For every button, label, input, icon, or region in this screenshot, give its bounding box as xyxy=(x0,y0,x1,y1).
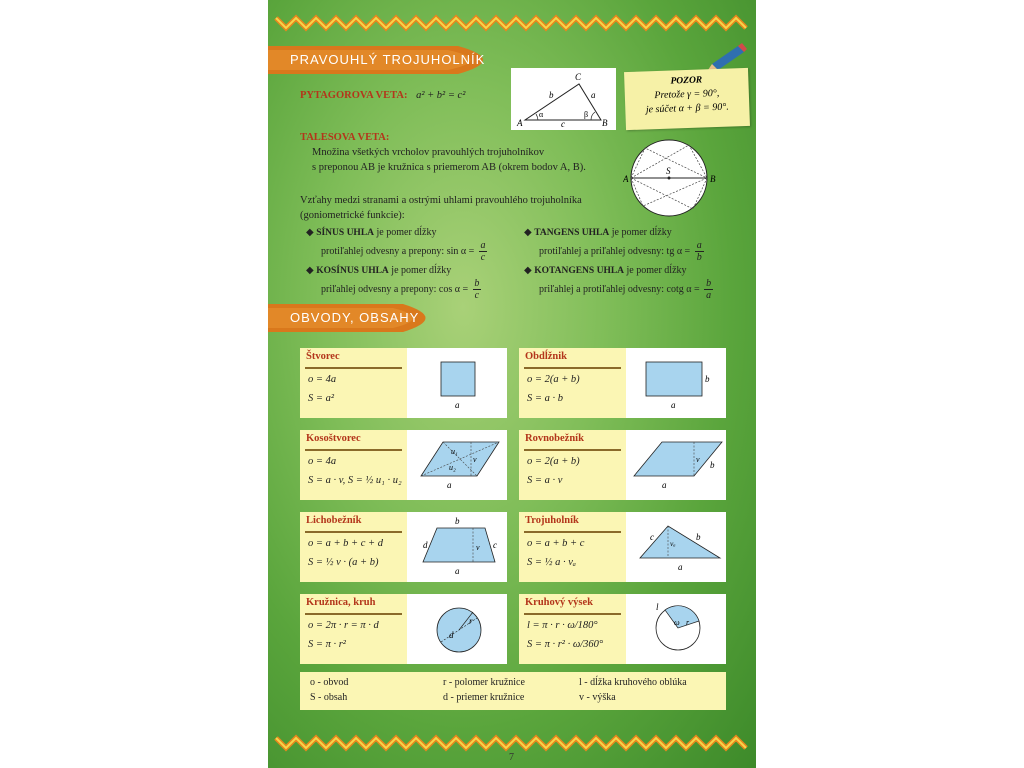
note-line-2: je súčet α + β = 90°. xyxy=(645,101,729,116)
thales-line-1: Množina všetkých vrcholov pravouhlých trojuholníkov xyxy=(312,147,545,158)
legend-item: S - obsah xyxy=(310,692,348,703)
height-v-label: v xyxy=(696,455,700,464)
legend-item: v - výška xyxy=(579,692,616,703)
thales-S-label: S xyxy=(666,166,671,176)
thales-B-label: B xyxy=(710,174,716,184)
side-a-label: a xyxy=(591,90,596,100)
cosine-name: KOSÍNUS UHLA xyxy=(316,266,389,276)
perimeter-formula: o = 2(a + b) xyxy=(527,374,580,385)
legend-item: o - obvod xyxy=(310,677,349,688)
pythagoras-label: PYTAGOROVA VETA: xyxy=(300,90,408,101)
sine-name: SÍNUS UHLA xyxy=(316,228,375,238)
sine-line-2: protiľahlej odvesny a prepony: sin α = xyxy=(321,245,475,257)
side-a-label: a xyxy=(662,480,667,490)
card-title: Lichobežník xyxy=(306,515,362,526)
section-banner-perimeters-areas xyxy=(268,302,448,334)
diagonal-u2-label: u₂ xyxy=(449,463,456,472)
pythagoras-formula: a² + b² = c² xyxy=(416,90,466,101)
pythagoras-row xyxy=(300,88,465,103)
angle-beta-label: β xyxy=(584,110,589,119)
thales-A-label: A xyxy=(623,174,629,184)
card-title: Rovnobežník xyxy=(525,433,584,444)
area-formula: S = ½ v · (a + b) xyxy=(308,557,379,568)
side-b-label: b xyxy=(705,374,710,384)
diagonal-u1-label: u₁ xyxy=(451,447,458,456)
trapezoid-figure xyxy=(407,512,507,582)
side-a-label: a xyxy=(447,480,452,490)
sector-figure xyxy=(626,594,726,664)
area-formula: S = a · v xyxy=(527,475,563,486)
area-formula: S = π · r² xyxy=(308,639,346,650)
cosine-line-2: priľahlej odvesny a prepony: cos α = xyxy=(321,283,469,295)
legend-item: l - dĺžka kruhového oblúka xyxy=(579,677,687,688)
angle-alpha-label: α xyxy=(539,110,544,119)
thales-section xyxy=(300,130,586,175)
perimeter-formula: o = 4a xyxy=(308,374,337,385)
sine-definition: ◆ SÍNUS UHLA je pomer dĺžky protiľahlej odvesny a prepony: $\sin \alpha = \frac{a}{c}$ xyxy=(306,227,486,263)
side-a-label: a xyxy=(455,566,460,576)
cosine-fraction xyxy=(473,278,481,301)
cotangent-denominator: a xyxy=(706,290,712,301)
card-title: Kružnica, kruh xyxy=(306,597,376,608)
side-b-label: b xyxy=(455,516,460,526)
card-title: Kosoštvorec xyxy=(306,433,361,444)
card-title: Obdĺžnik xyxy=(525,351,568,362)
radius-r-label: r xyxy=(469,616,473,626)
sine-numerator: a xyxy=(480,240,486,251)
cotangent-rest: je pomer dĺžky xyxy=(624,265,687,276)
intro-line-2: (goniometrické funkcie): xyxy=(300,210,405,221)
cosine-denominator: c xyxy=(474,290,480,301)
rhombus-figure xyxy=(407,430,507,500)
cotangent-name: KOTANGENS UHLA xyxy=(534,266,625,276)
area-formula: S = ½ a · vₐ xyxy=(527,557,576,568)
textbook-page xyxy=(268,0,756,768)
cotangent-numerator: b xyxy=(706,278,712,289)
cosine-rest: je pomer dĺžky xyxy=(388,265,452,276)
parallelogram-figure xyxy=(626,430,726,500)
cotangent-fraction xyxy=(704,278,713,301)
cosine-definition: ◆ KOSÍNUS UHLA je pomer dĺžky priľahlej odvesny a prepony: $\cos \alpha = \frac{b}{c}$ xyxy=(306,265,480,301)
legend-item: r - polomer kružnice xyxy=(443,677,525,688)
area-formula: S = a · v, S = ½ u₁ · u₂ xyxy=(308,475,402,486)
vertex-C-label: C xyxy=(575,72,582,82)
goniometry-intro xyxy=(300,193,582,223)
side-a-label: a xyxy=(455,400,460,410)
arc-l-label: l xyxy=(656,602,659,612)
thales-label: TALESOVA VETA: xyxy=(300,132,390,143)
thales-circle-diagram xyxy=(623,133,718,223)
side-c-label: c xyxy=(493,540,497,550)
tangent-denominator: b xyxy=(696,252,702,263)
side-a-label: a xyxy=(678,562,683,572)
height-va-label: vₐ xyxy=(670,539,676,548)
radius-r-label: r xyxy=(686,618,690,627)
perimeter-formula: l = π · r · ω/180° xyxy=(527,620,598,631)
card-circular-sector xyxy=(519,594,726,664)
section-banner-right-triangle xyxy=(268,44,508,76)
card-triangle xyxy=(519,512,726,582)
tangent-numerator: a xyxy=(696,240,702,251)
symbol-legend xyxy=(300,672,726,710)
top-zigzag-border xyxy=(268,8,756,38)
card-parallelogram xyxy=(519,430,726,500)
cotangent-definition: ◆ KOTANGENS UHLA je pomer dĺžky priľahlej a protiľahlej odvesny: cotg $\alpha = \frac{b}{a}$ xyxy=(524,265,712,301)
area-formula: S = a · b xyxy=(527,393,563,404)
side-b-label: b xyxy=(710,460,715,470)
note-card xyxy=(624,68,750,130)
side-c-label: c xyxy=(650,532,654,542)
thales-line-2: s preponou AB je kružnica s priemerom AB (okrem bodov A, B). xyxy=(312,162,586,173)
rectangle-figure xyxy=(626,348,726,418)
height-v-label: v xyxy=(476,543,480,552)
square-figure xyxy=(407,348,507,418)
sine-denominator: c xyxy=(480,252,486,263)
sine-rest: je pomer dĺžky xyxy=(374,227,437,238)
note-title: POZOR xyxy=(670,75,703,87)
triangle-figure xyxy=(626,512,726,582)
side-c-label: c xyxy=(561,119,565,129)
diameter-d-label: d xyxy=(449,630,454,640)
card-square xyxy=(300,348,507,418)
card-title: Trojuholník xyxy=(525,515,579,526)
card-circle xyxy=(300,594,507,664)
vertex-A-label: A xyxy=(517,118,523,128)
perimeter-formula: o = 2π · r = π · d xyxy=(308,620,379,631)
page-number: 7 xyxy=(509,752,514,763)
card-rhombus xyxy=(300,430,507,500)
angle-omega-label: ω xyxy=(674,618,680,627)
card-title: Štvorec xyxy=(306,351,340,362)
sine-fraction xyxy=(479,240,487,263)
cotangent-line-2: priľahlej a protiľahlej odvesny: cotg α = xyxy=(539,283,700,295)
pencil-icon xyxy=(708,42,748,70)
note-line-1: Pretože γ = 90°, xyxy=(654,87,720,102)
section-title: OBVODY, OBSAHY xyxy=(290,310,420,325)
legend-item: d - priemer kružnice xyxy=(443,692,525,703)
tangent-name: TANGENS UHLA xyxy=(534,228,610,238)
side-b-label: b xyxy=(549,90,554,100)
side-b-label: b xyxy=(696,532,701,542)
perimeter-formula: o = 4a xyxy=(308,456,337,467)
card-title: Kruhový výsek xyxy=(525,597,593,608)
circle-figure xyxy=(407,594,507,664)
area-formula: S = π · r² · ω/360° xyxy=(527,639,604,650)
card-trapezoid xyxy=(300,512,507,582)
tangent-fraction xyxy=(695,240,704,263)
card-rectangle xyxy=(519,348,726,418)
height-v-label: v xyxy=(473,455,477,464)
intro-line-1: Vzťahy medzi stranami a ostrými uhlami pravouhlého trojuholníka xyxy=(300,195,582,206)
right-triangle-diagram xyxy=(511,68,616,130)
side-d-label: d xyxy=(423,540,428,550)
section-title: PRAVOUHLÝ TROJUHOLNÍK xyxy=(290,52,486,67)
vertex-B-label: B xyxy=(602,118,608,128)
tangent-line-2: protiľahlej a priľahlej odvesny: tg α = xyxy=(539,245,691,257)
area-formula: S = a² xyxy=(308,393,334,404)
tangent-definition: ◆ TANGENS UHLA je pomer dĺžky protiľahlej a priľahlej odvesny: tg $\alpha = \frac{a}{b}$ xyxy=(524,227,702,263)
side-a-label: a xyxy=(671,400,676,410)
perimeter-formula: o = 2(a + b) xyxy=(527,456,580,467)
perimeter-formula: o = a + b + c xyxy=(527,538,585,549)
perimeter-formula: o = a + b + c + d xyxy=(308,538,384,549)
tangent-rest: je pomer dĺžky xyxy=(609,227,672,238)
cosine-numerator: b xyxy=(474,278,480,289)
